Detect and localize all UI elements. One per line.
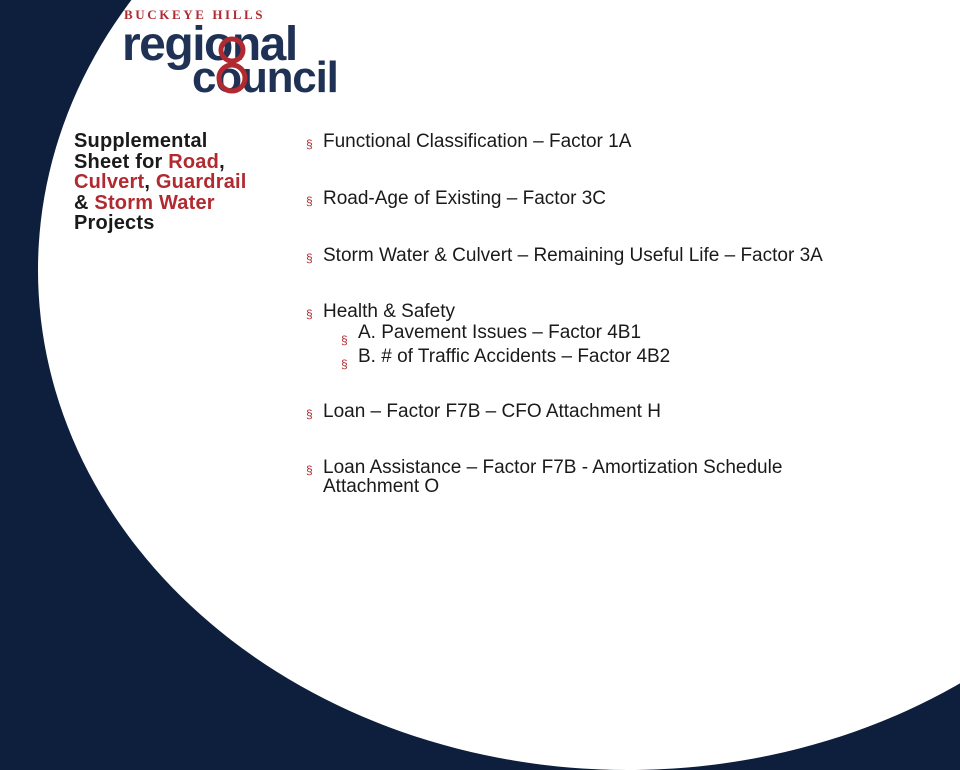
bullet-icon: §: [306, 194, 313, 208]
slide-title: [74, 131, 289, 234]
title-line: Supplemental: [74, 130, 208, 152]
bullet-icon: §: [341, 333, 348, 347]
bullet-list: [306, 130, 906, 496]
logo-word-council: council: [192, 53, 338, 98]
bullet-icon: §: [306, 463, 313, 477]
bullet-item: § Functional Classification – Factor 1A: [306, 131, 632, 152]
bullet-item: § Loan – Factor F7B – CFO Attachment H: [306, 401, 661, 422]
bullet-icon: §: [306, 251, 313, 265]
bullet-icon: §: [306, 407, 313, 421]
bullet-item: § Road-Age of Existing – Factor 3C: [306, 188, 607, 209]
bullet-icon: §: [306, 307, 313, 321]
logo-top-text: BUCKEYE HILLS: [124, 7, 266, 22]
bullet-item: § Storm Water & Culvert – Remaining Useful Life – Factor 3A: [306, 245, 823, 266]
bullet-icon: §: [341, 357, 348, 371]
logo-word-regional: regional: [122, 18, 297, 71]
title-line: Projects: [74, 212, 155, 234]
sub-bullet-item: § B. # of Traffic Accidents – Factor 4B2: [306, 345, 906, 369]
regional-council-logo: [120, 6, 390, 98]
title-line: Culvert, Guardrail: [74, 171, 247, 193]
title-line: & Storm Water: [74, 191, 215, 214]
bullet-item: § Loan Assistance – Factor F7B - Amortization Schedule Attachment O: [306, 457, 783, 497]
bullet-icon: §: [306, 137, 313, 151]
title-line: Sheet for Road,: [74, 150, 225, 173]
bullet-item: § Health & Safety: [306, 301, 456, 322]
sub-bullet-item: § A. Pavement Issues – Factor 4B1: [306, 321, 906, 345]
